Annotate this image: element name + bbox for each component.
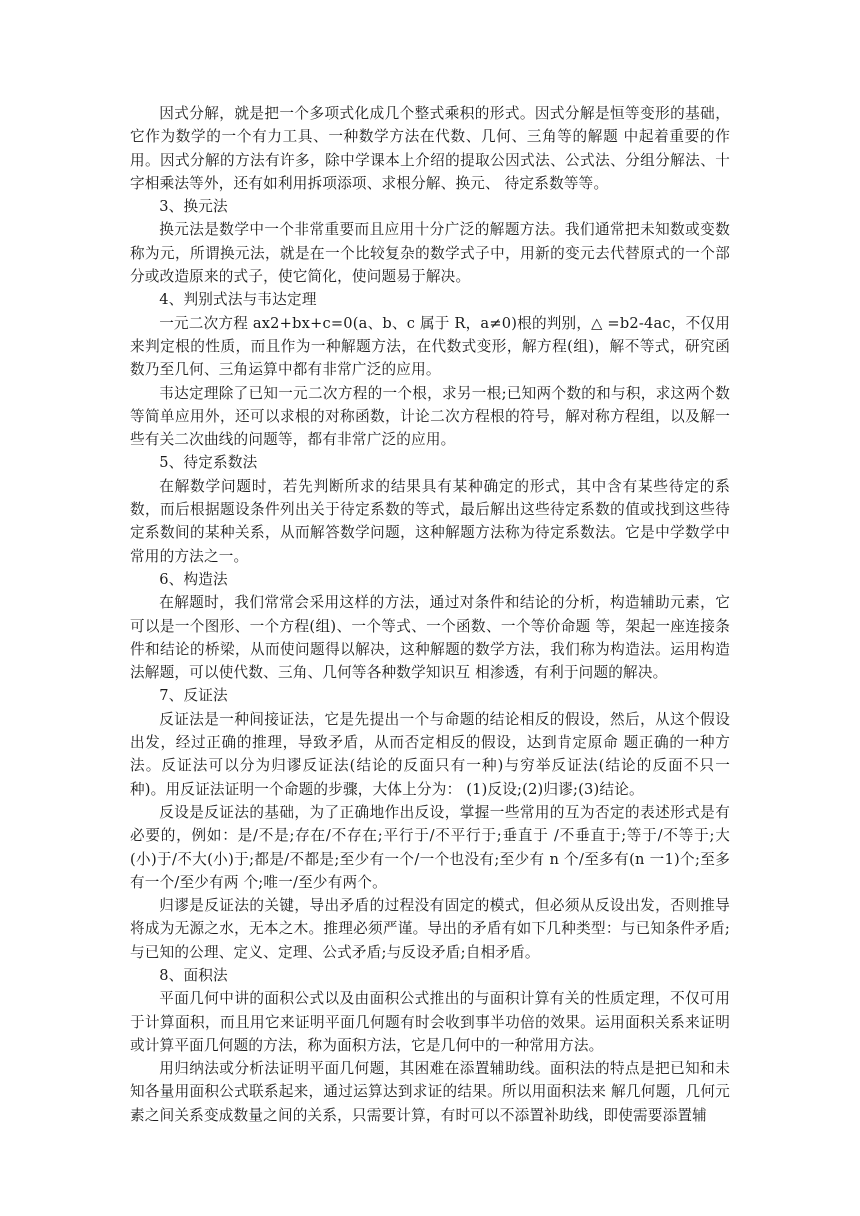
- heading-undetermined-coefficients: 5、待定系数法: [159, 454, 258, 472]
- heading-substitution-method: 3、换元法: [159, 198, 228, 216]
- paragraph-proof-by-contradiction: 反证法是一种间接证法，它是先提出一个与命题的结论相反的假设，然后，从这个假设出发，经过正确的推理，导致矛盾，从而否定相反的假设，达到肯定原命 题正确的一种方法。反证法可以分为归谬反证法(结论的反面只有一种)与穷举反证法(结论的反面不只一种)。用反证法证明一个命题的步骤，大体上分为： (1)反设;(2)归谬;(3)结论。: [130, 710, 730, 798]
- heading-construction-method: 6、构造法: [159, 570, 228, 588]
- paragraph-reductio: 归谬是反证法的关键，导出矛盾的过程没有固定的模式，但必须从反设出发，否则推导将成为无源之水，无本之木。推理必须严谨。导出的矛盾有如下几种类型：与已知条件矛盾;与已知的公理、定义、定理、公式矛盾;与反设矛盾;自相矛盾。: [130, 897, 730, 961]
- paragraph-discriminant: 一元二次方程 ax2+bx+c=0(a、b、c 属于 R，a≠0)根的判别，△ =b2-4ac，不仅用来判定根的性质，而且作为一种解题方法，在代数式变形，解方程(组)，解不等式，研究函数乃至几何、三角运算中都有非常广泛的应用。: [130, 314, 730, 379]
- paragraph-area-method-features: 用归纳法或分析法证明平面几何题，其困难在添置辅助线。面积法的特点是把已知和未知各量用面积公式联系起来，通过运算达到求证的结果。所以用面积法来 解几何题，几何元素之间关系变成数量之间的关系，只需要计算，有时可以不添置补助线，即使需要添置辅: [130, 1060, 730, 1124]
- paragraph-undetermined-coefficients: 在解数学问题时，若先判断所求的结果具有某种确定的形式，其中含有某些待定的系数，而后根据题设条件列出关于待定系数的等式，最后解出这些待定系数的值或找到这些待定系数间的某种关系，从而解答数学问题，这种解题方法称为待定系数法。它是中学数学中常用的方法之一。: [130, 477, 730, 565]
- paragraph-area-method: 平面几何中讲的面积公式以及由面积公式推出的与面积计算有关的性质定理，不仅可用于计算面积，而且用它来证明平面几何题有时会收到事半功倍的效果。运用面积关系来证明或计算平面几何题的方法，称为面积方法，它是几何中的一种常用方法。: [130, 990, 730, 1054]
- paragraph-vieta: 韦达定理除了已知一元二次方程的一个根，求另一根;已知两个数的和与积，求这两个数等简单应用外，还可以求根的对称函数，计论二次方程根的符号，解对称方程组，以及解一些有关二次曲线的问题等，都有非常广泛的应用。: [130, 384, 730, 449]
- paragraph-negation-forms: 反设是反证法的基础，为了正确地作出反设，掌握一些常用的互为否定的表述形式是有必要的，例如：是/不是;存在/不存在;平行于/不平行于;垂直于 /不垂直于;等于/不等于;大(小)于/不大(小)于;都是/不都是;至少有一个/一个也没有;至少有 n 个/至多有(n 一1)个;至多有一个/至少有两 个;唯一/至少有两个。: [130, 803, 730, 891]
- heading-area-method: 8、面积法: [159, 966, 228, 984]
- paragraph-construction-method: 在解题时，我们常常会采用这样的方法，通过对条件和结论的分析，构造辅助元素，它可以是一个图形、一个方程(组)、一个等式、一个函数、一个等价命题 等，架起一座连接条件和结论的桥梁，从而使问题得以解决，这种解题的数学方法，我们称为构造法。运用构造法解题，可以使代数、三角、几何等各种数学知识互 相渗透，有利于问题的解决。: [130, 594, 730, 682]
- paragraph-substitution-method: 换元法是数学中一个非常重要而且应用十分广泛的解题方法。我们通常把未知数或变数称为元，所谓换元法，就是在一个比较复杂的数学式子中，用新的变元去代替原式的一个部分或改造原来的式子，使它简化，使问题易于解决。: [130, 221, 730, 286]
- document-body: [130, 102, 730, 1127]
- heading-proof-by-contradiction: 7、反证法: [159, 687, 228, 705]
- paragraph-factorization: 因式分解，就是把一个多项式化成几个整式乘积的形式。因式分解是恒等变形的基础，它作为数学的一个有力工具、一种数学方法在代数、几何、三角等的解题 中起着重要的作用。因式分解的方法有许多，除中学课本上介绍的提取公因式法、公式法、分组分解法、十字相乘法等外，还有如利用拆项添项、求根分解、换元、 待定系数等等。: [130, 105, 730, 192]
- heading-discriminant-vieta: 4、判别式法与韦达定理: [159, 291, 317, 309]
